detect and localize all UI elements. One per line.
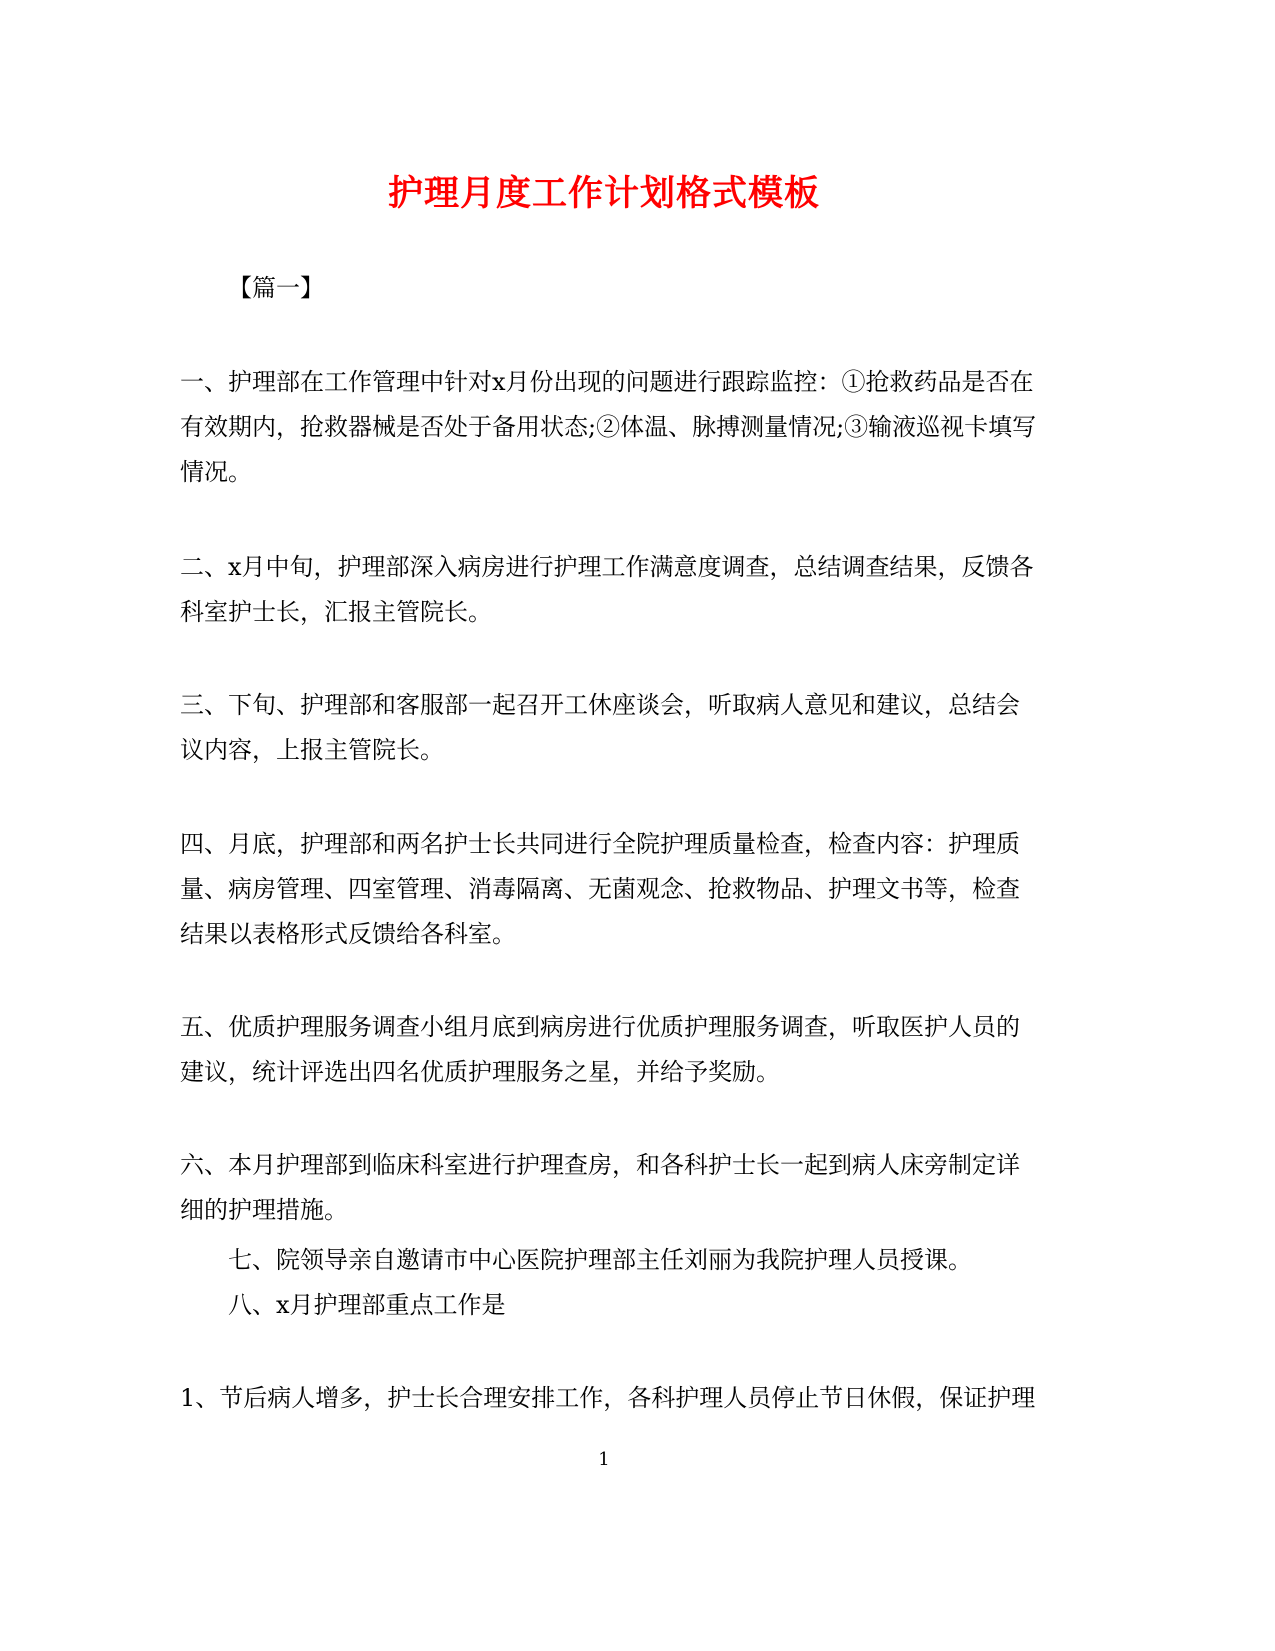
page-number: 1	[598, 1449, 610, 1470]
paragraph-2: 二、x月中旬，护理部深入病房进行护理工作满意度调查，总结调查结果，反馈各科室护士长，汇报主管院长。	[180, 553, 1034, 626]
paragraph-3: 三、下旬、护理部和客服部一起召开工休座谈会，听取病人意见和建议，总结会议内容，上报主管院长。	[180, 691, 1020, 764]
paragraph-8: 八、x月护理部重点工作是	[228, 1291, 506, 1319]
section-label: 【篇一】	[228, 274, 324, 302]
paragraph-9: 1、节后病人增多，护士长合理安排工作，各科护理人员停止节日休假，保证护理	[180, 1384, 1036, 1412]
document-title: 护理月度工作计划格式模板	[387, 173, 820, 214]
paragraph-7: 七、院领导亲自邀请市中心医院护理部主任刘丽为我院护理人员授课。	[228, 1246, 972, 1274]
paragraph-4: 四、月底，护理部和两名护士长共同进行全院护理质量检查，检查内容：护理质量、病房管理、四室管理、消毒隔离、无菌观念、抢救物品、护理文书等，检查结果以表格形式反馈给各科室。	[180, 830, 1020, 948]
paragraph-1: 一、护理部在工作管理中针对x月份出现的问题进行跟踪监控：①抢救药品是否在有效期内，抢救器械是否处于备用状态;②体温、脉搏测量情况;③输液巡视卡填写情况。	[180, 368, 1037, 486]
paragraph-5: 五、优质护理服务调查小组月底到病房进行优质护理服务调查，听取医护人员的建议，统计评选出四名优质护理服务之星，并给予奖励。	[180, 1013, 1020, 1086]
paragraph-6: 六、本月护理部到临床科室进行护理查房，和各科护士长一起到病人床旁制定详细的护理措施。	[180, 1151, 1020, 1224]
